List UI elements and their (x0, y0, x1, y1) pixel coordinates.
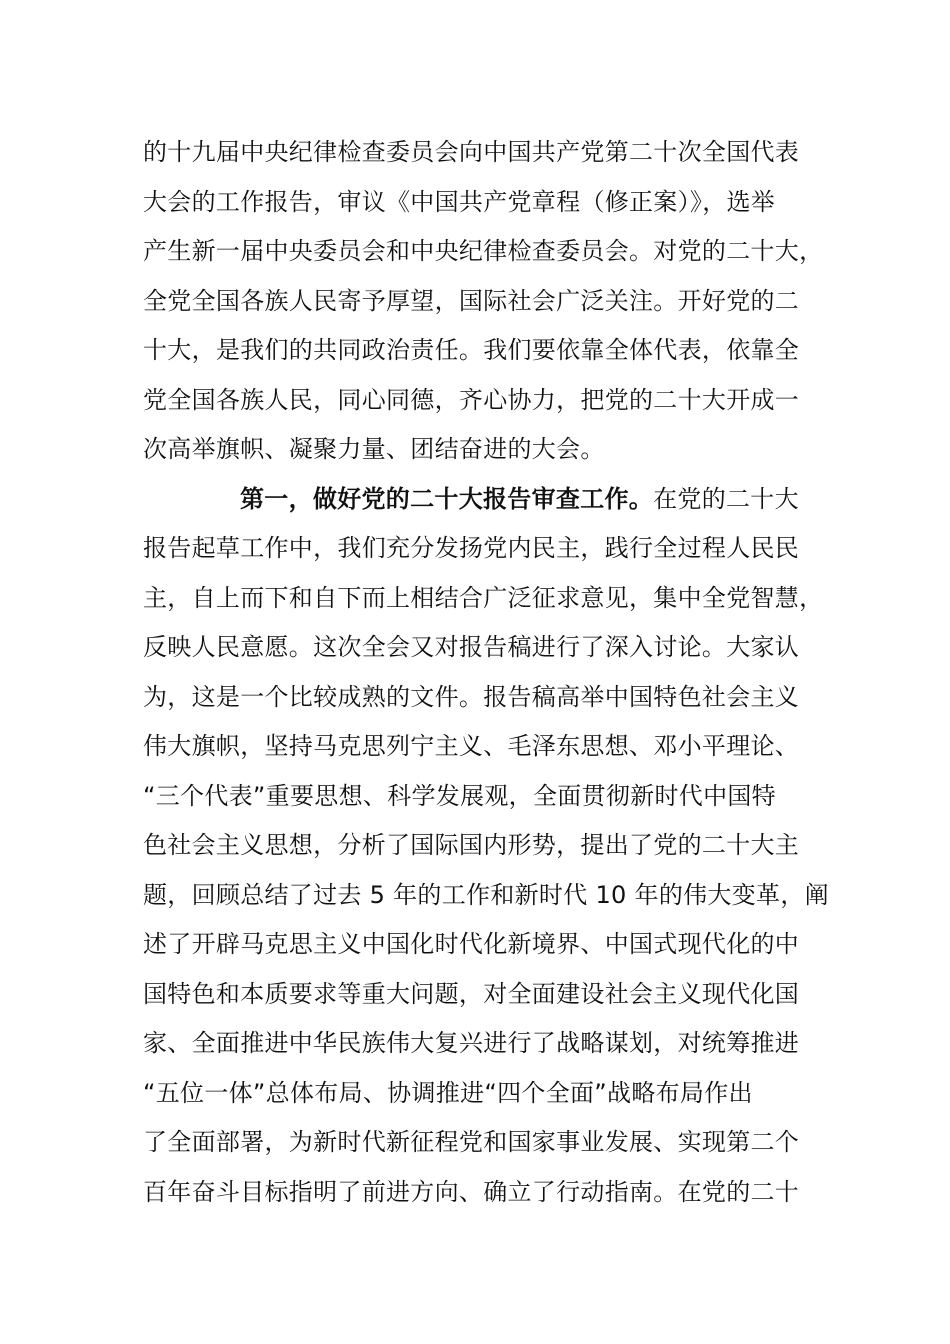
paragraph-line: 家、全面推进中华民族伟大复兴进行了战略谋划，对统筹推进 (143, 1029, 800, 1057)
paragraph-line: 伟大旗帜，坚持马克思列宁主义、毛泽东思想、邓小平理论、 (143, 732, 800, 760)
paragraph-line: 次高举旗帜、凝聚力量、团结奋进的大会。 (143, 435, 605, 463)
paragraph-line: 报告起草工作中，我们充分发扬党内民主，践行全过程人民民 (143, 534, 800, 562)
paragraph-line: “三个代表”重要思想、科学发展观，全面贯彻新时代中国特 (143, 781, 776, 810)
paragraph-line: 反映人民意愿。这次全会又对报告稿进行了深入讨论。大家认 (143, 633, 800, 661)
section-first-line-text: 在党的二十大 (653, 484, 799, 513)
paragraph-line: 的十九届中央纪律检查委员会向中国共产党第二十次全国代表 (143, 138, 800, 166)
document-body (143, 128, 829, 1217)
paragraph-line: 色社会主义思想，分析了国际国内形势，提出了党的二十大主 (143, 831, 800, 859)
paragraph-line: 了全面部署，为新时代新征程党和国家事业发展、实现第二个 (143, 1128, 800, 1156)
paragraph-line: 国特色和本质要求等重大问题，对全面建设社会主义现代化国 (143, 979, 800, 1008)
paragraph-line: 大会的工作报告，审议《中国共产党章程（修正案）》，选举 (143, 187, 776, 216)
paragraph-line: 题，回顾总结了过去 5 年的工作和新时代 10 年的伟大变革，阐 (143, 880, 829, 909)
paragraph-line: 为，这是一个比较成熟的文件。报告稿高举中国特色社会主义 (143, 682, 800, 711)
paragraph-line: 述了开辟马克思主义中国化时代化新境界、中国式现代化的中 (143, 930, 800, 958)
paragraph-line: 百年奋斗目标指明了前进方向、确立了行动指南。在党的二十 (143, 1177, 800, 1206)
paragraph-line: 产生新一届中央委员会和中央纪律检查委员会。对党的二十大， (143, 237, 824, 265)
paragraph-line: “五位一体”总体布局、协调推进“四个全面”战略布局作出 (143, 1078, 753, 1107)
paragraph-line: 党全国各族人民，同心同德，齐心协力，把党的二十大开成一 (143, 385, 800, 414)
section-first-line (143, 475, 823, 525)
section-heading: 第一，做好党的二十大报告审查工作。 (240, 484, 654, 513)
paragraph-line: 十大，是我们的共同政治责任。我们要依靠全体代表，依靠全 (143, 336, 800, 364)
paragraph-line: 全党全国各族人民寄予厚望，国际社会广泛关注。开好党的二 (143, 286, 800, 315)
paragraph-line: 主，自上而下和自下而上相结合广泛征求意见，集中全党智慧， (143, 583, 824, 612)
